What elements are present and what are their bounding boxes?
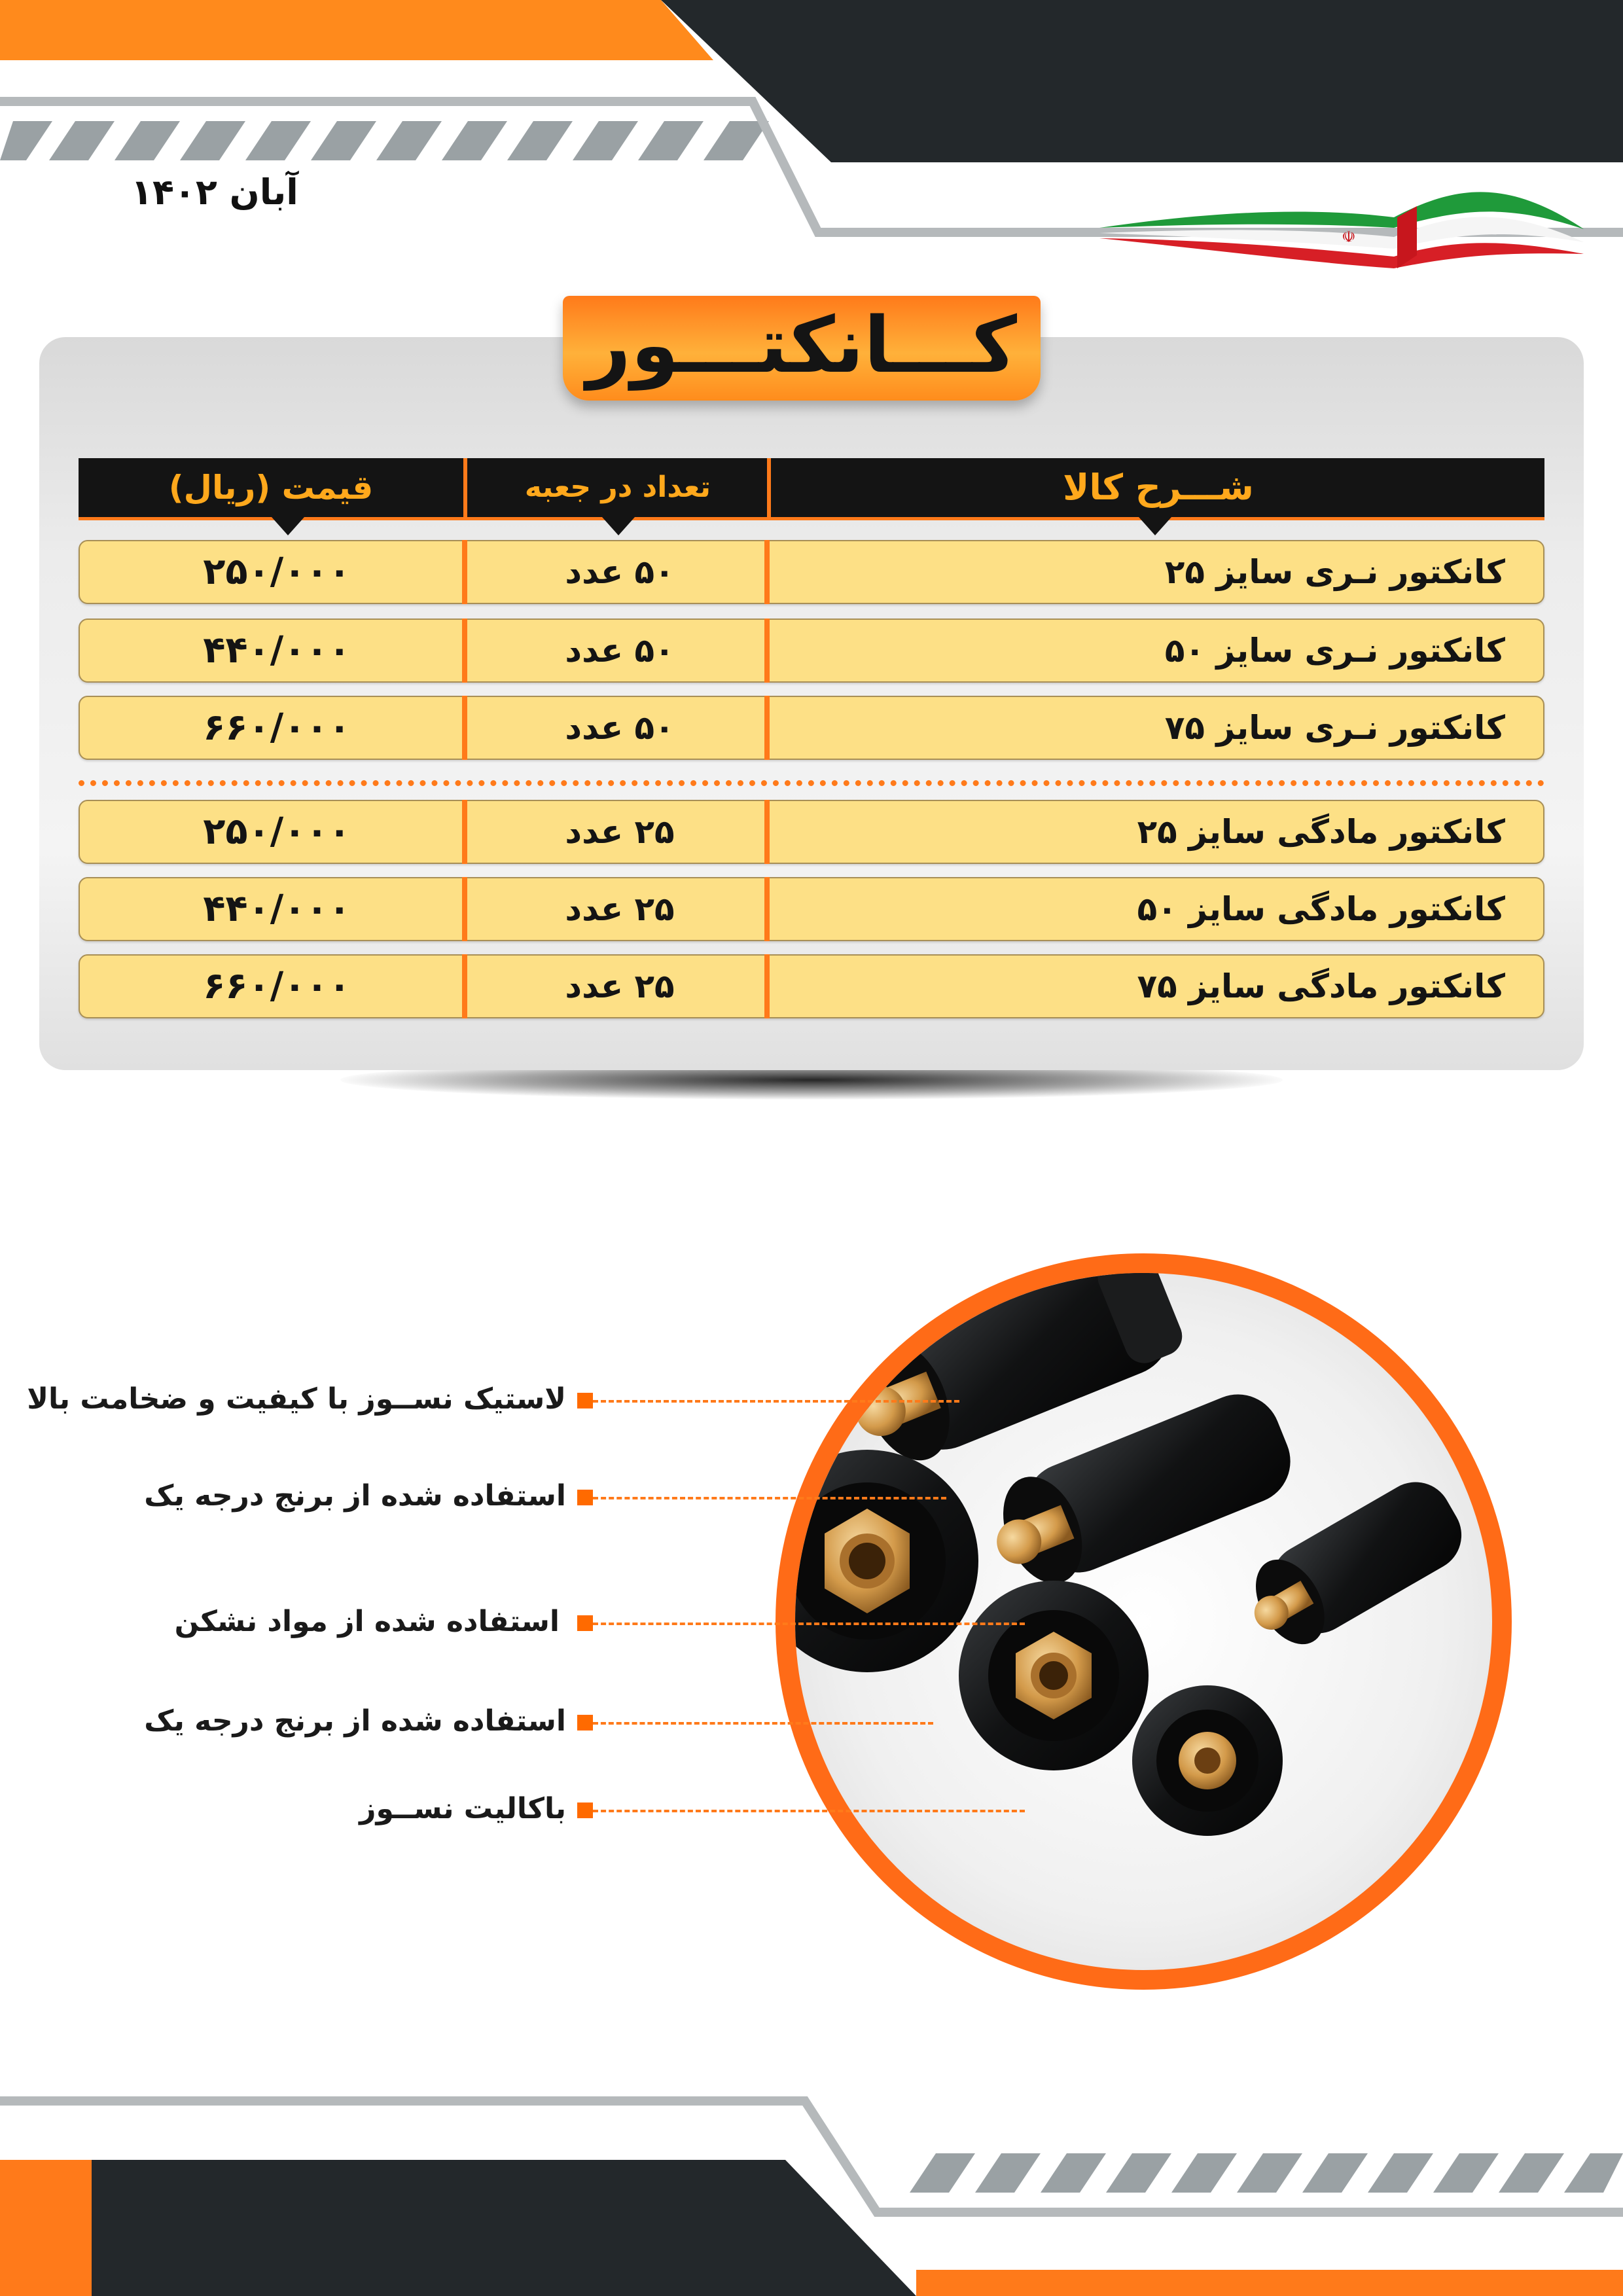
feature-label: استفاده شده از برنج درجه یک xyxy=(144,1479,566,1513)
row-quantity: ۲۵ عدد xyxy=(565,967,675,1005)
bullet-square-icon xyxy=(577,1715,593,1731)
feature-label: استفاده شده از مواد نشکن xyxy=(174,1605,560,1638)
page-title: کـــانکتـــور xyxy=(586,300,1017,390)
row-price: ۲۵۰/۰۰۰ xyxy=(203,550,351,593)
bullet-square-icon xyxy=(577,1803,593,1818)
header-pointer-icons xyxy=(0,517,1623,537)
leader-line xyxy=(593,1810,1025,1812)
dotted-divider xyxy=(79,780,1544,786)
header-divider xyxy=(767,458,771,517)
row-price: ۶۶۰/۰۰۰ xyxy=(203,965,351,1007)
feature-label: باکالیت نســوز xyxy=(359,1792,566,1825)
row-quantity: ۵۰ عدد xyxy=(565,632,675,670)
bullet-square-icon xyxy=(577,1490,593,1505)
bullet-square-icon xyxy=(577,1393,593,1408)
iran-flag-ribbon-icon xyxy=(1086,177,1590,281)
date-label: آبان ۱۴۰۲ xyxy=(131,171,298,213)
row-description: کانکتور نـری سایز ۷۵ xyxy=(1164,709,1505,747)
row-price: ۴۴۰/۰۰۰ xyxy=(203,629,351,672)
connectors-illustration xyxy=(795,1273,1492,1970)
header-divider xyxy=(463,458,467,517)
product-image-circle xyxy=(776,1253,1512,1990)
row-price: ۴۴۰/۰۰۰ xyxy=(203,888,351,930)
leader-line xyxy=(593,1722,933,1725)
header-description: شـــرح کالا xyxy=(1063,467,1254,508)
bullet-square-icon xyxy=(577,1615,593,1631)
svg-text:☫: ☫ xyxy=(1342,228,1356,246)
row-description: کانکتور مادگی سایز ۲۵ xyxy=(1137,813,1505,851)
feature-label: استفاده شده از برنج درجه یک xyxy=(144,1704,566,1738)
header-quantity: تعداد در جعبه xyxy=(524,471,711,504)
leader-line xyxy=(593,1497,946,1499)
row-quantity: ۵۰ عدد xyxy=(565,709,675,747)
row-quantity: ۵۰ عدد xyxy=(565,553,675,591)
row-price: ۶۶۰/۰۰۰ xyxy=(203,706,351,749)
row-description: کانکتور مادگی سایز ۷۵ xyxy=(1137,967,1505,1005)
row-description: کانکتور نـری سایز ۵۰ xyxy=(1164,632,1505,670)
row-description: کانکتور مادگی سایز ۵۰ xyxy=(1137,890,1505,928)
header-price: قیمت (ریال) xyxy=(168,469,374,507)
row-quantity: ۲۵ عدد xyxy=(565,890,675,928)
feature-label: لاستیک نســوز با کیفیت و ضخامت بالا xyxy=(27,1382,566,1416)
bottom-banner-decoration xyxy=(0,2081,1623,2296)
row-price: ۲۵۰/۰۰۰ xyxy=(203,810,351,853)
row-quantity: ۲۵ عدد xyxy=(565,813,675,851)
leader-line xyxy=(593,1400,959,1403)
leader-line xyxy=(593,1623,1025,1625)
row-description: کانکتور نـری سایز ۲۵ xyxy=(1164,553,1505,591)
